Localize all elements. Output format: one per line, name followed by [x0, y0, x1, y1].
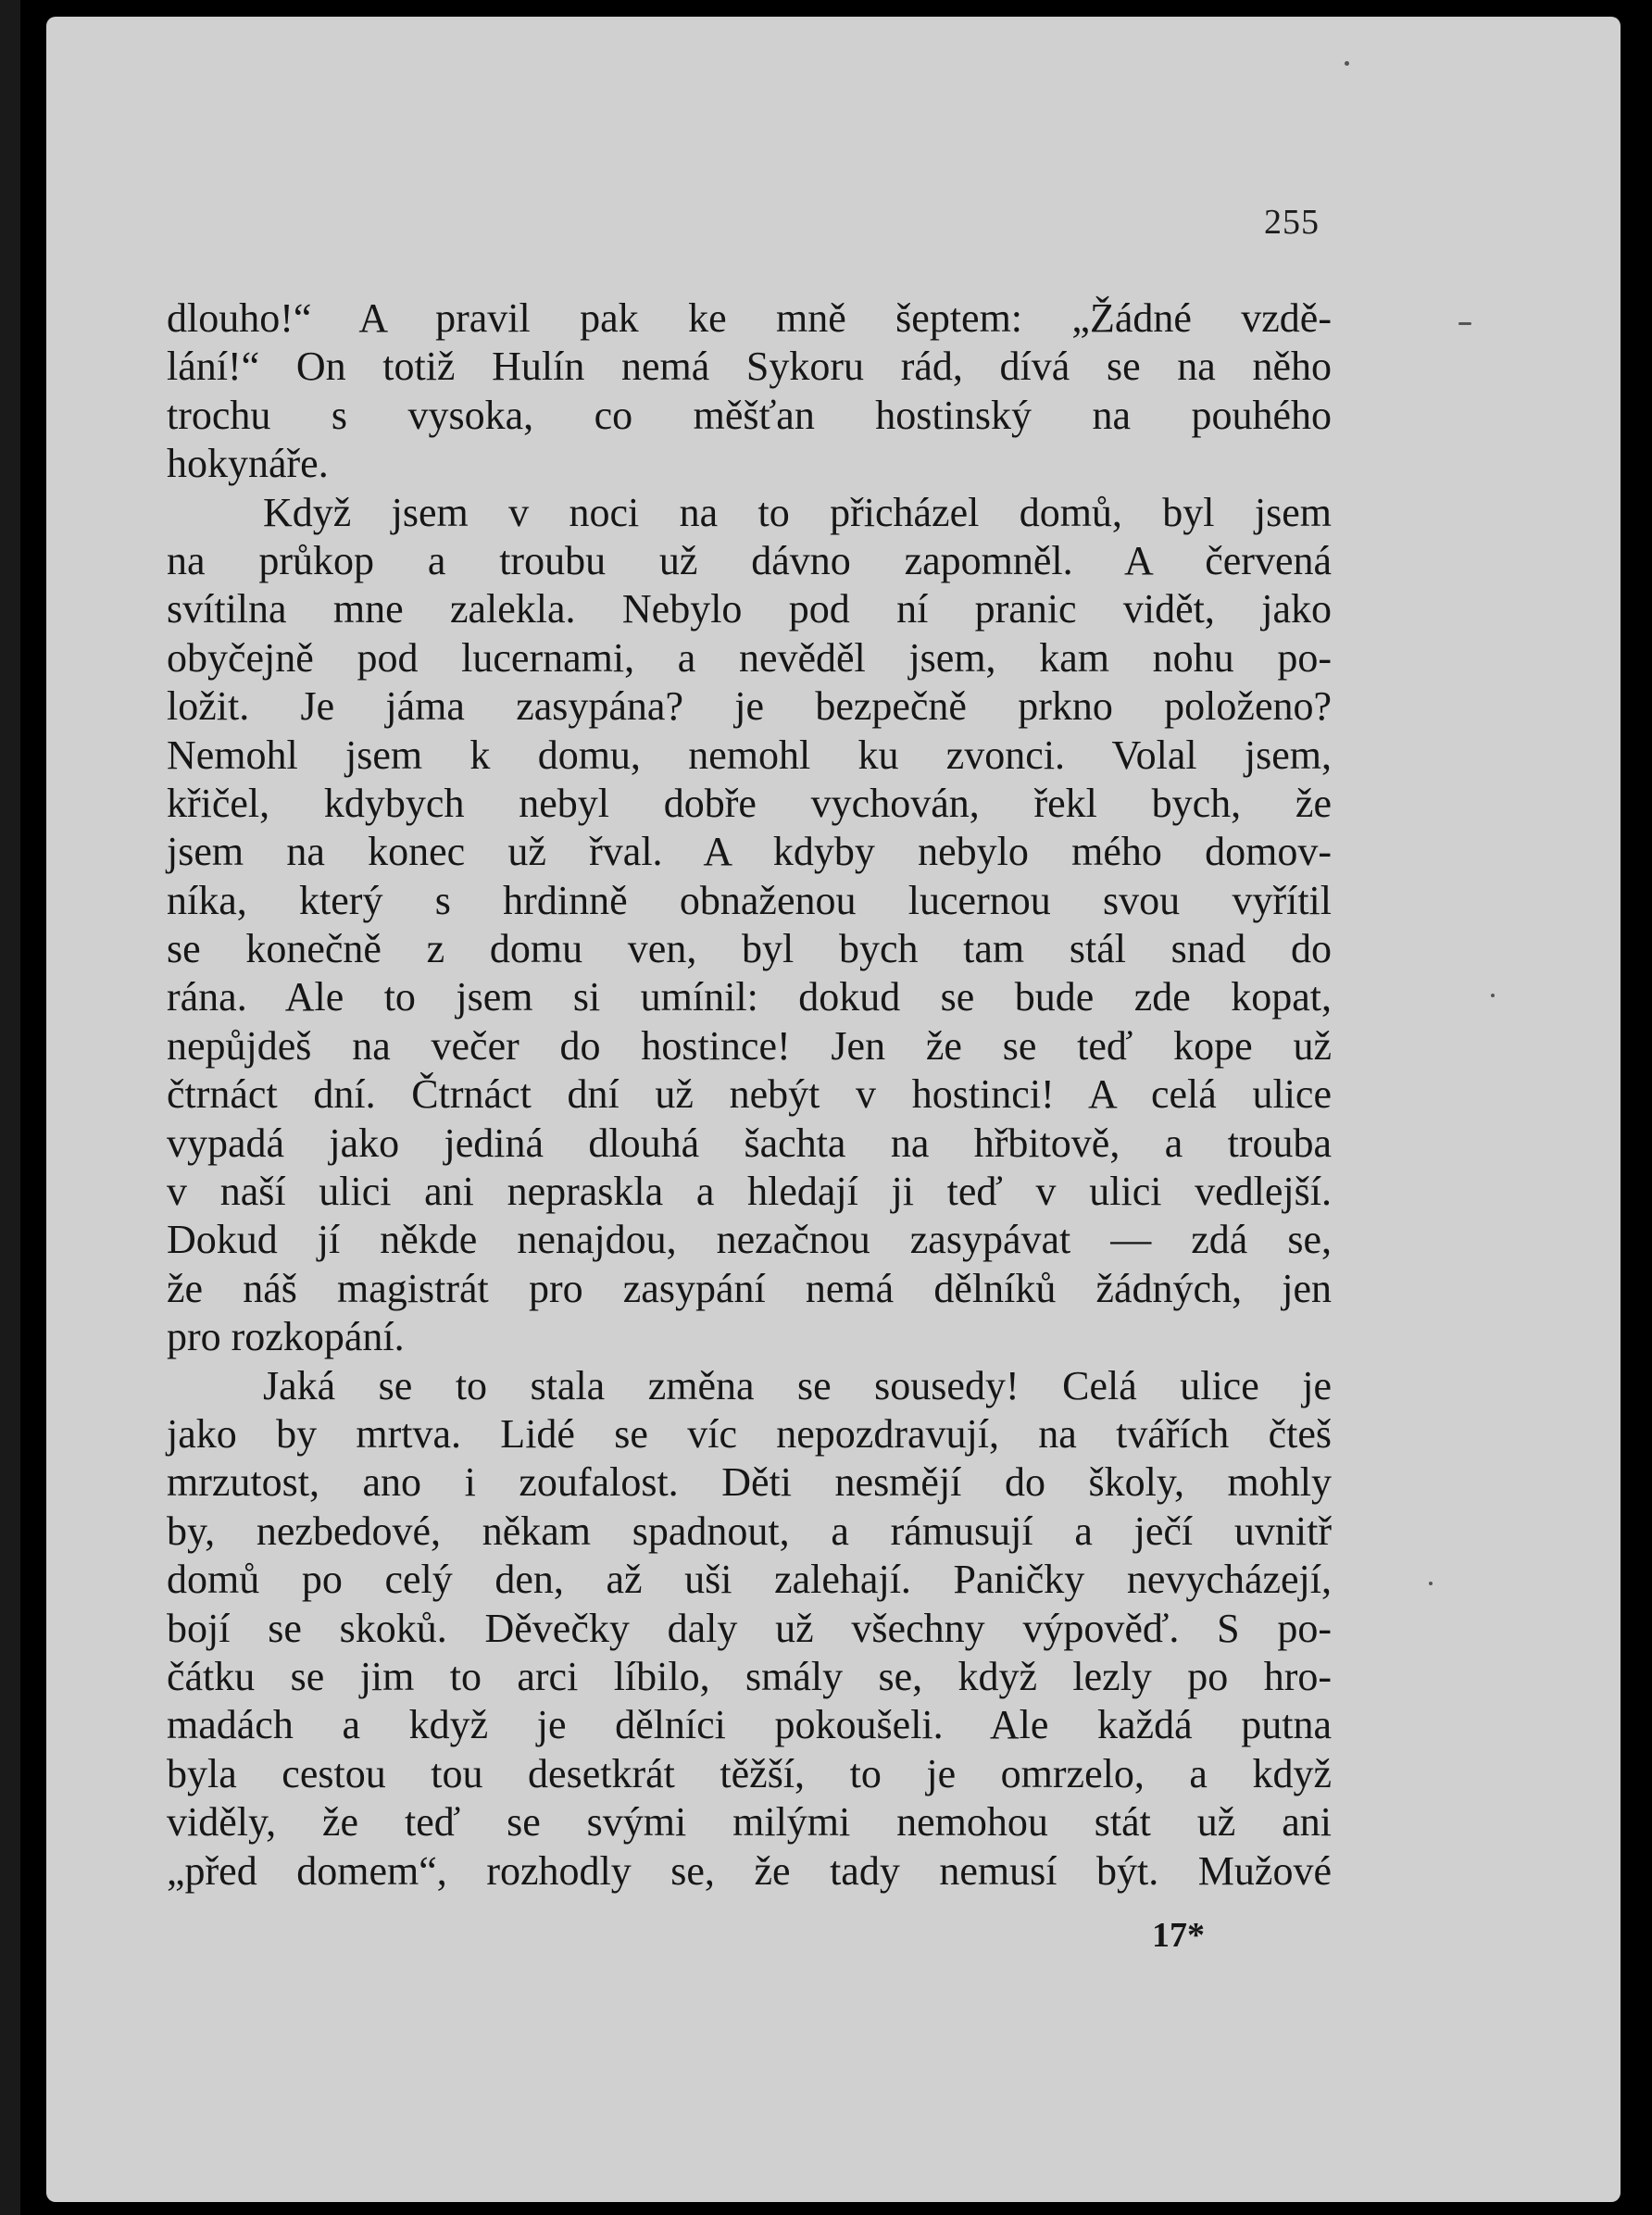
text-line: se konečně z domu ven, byl bych tam stál snad do — [167, 926, 1332, 972]
text-line: čátku se jim to arci líbilo, smály se, když lezly po hro- — [167, 1653, 1332, 1699]
text-line: bojí se skoků. Děvečky daly už všechny výpověď. S po- — [167, 1605, 1332, 1651]
dust-speck — [1429, 1582, 1433, 1585]
text-line: dlouho!“ A pravil pak ke mně šeptem: „Žádné vzdě- — [167, 295, 1332, 341]
text-line: Jaká se to stala změna se sousedy! Celá ulice je — [263, 1362, 1332, 1408]
body-text — [167, 294, 1332, 1896]
text-line: trochu s vysoka, co měšťan hostinský na pouhého — [167, 392, 1332, 438]
text-line: Nemohl jsem k domu, nemohl ku zvonci. Volal jsem, — [167, 732, 1332, 778]
text-line: by, nezbedové, někam spadnout, a rámusují a ječí uvnitř — [167, 1508, 1332, 1554]
text-line: byla cestou tou desetkrát těžší, to je omrzelo, a když — [167, 1750, 1332, 1796]
dust-speck — [1491, 994, 1495, 997]
text-line: madách a když je dělníci pokoušeli. Ale každá putna — [167, 1702, 1332, 1748]
text-line: že náš magistrát pro zasypání nemá dělníků žádných, jen — [167, 1265, 1332, 1311]
text-line: jako by mrtva. Lidé se víc nepozdravují, na tvářích čteš — [167, 1410, 1332, 1457]
text-line: hokynáře. — [167, 441, 329, 487]
text-line: domů po celý den, až uši zalehají. Paničky nevycházejí, — [167, 1557, 1332, 1603]
text-line: vypadá jako jediná dlouhá šachta na hřbitově, a trouba — [167, 1120, 1332, 1166]
text-line: Dokud jí někde nenajdou, nezačnou zasypávat — zdá se, — [167, 1217, 1332, 1263]
dust-speck — [1345, 61, 1349, 66]
text-line: svítilna mne zalekla. Nebylo pod ní pranic vidět, jako — [167, 586, 1332, 632]
text-line: obyčejně pod lucernami, a nevěděl jsem, kam nohu po- — [167, 634, 1332, 681]
printer-signature: 17* — [1152, 1916, 1205, 1955]
left-page-edge — [0, 0, 20, 2215]
dust-speck — [1458, 322, 1471, 325]
text-line: mrzutost, ano i zoufalost. Děti nesmějí do školy, mohly — [167, 1459, 1332, 1506]
text-line: jsem na konec už řval. A kdyby nebylo mého domov- — [167, 829, 1332, 875]
text-line: nepůjdeš na večer do hostince! Jen že se teď kope už — [167, 1022, 1332, 1069]
text-line: v naší ulici ani nepraskla a hledají ji teď v ulici vedlejší. — [167, 1169, 1332, 1215]
text-line: lání!“ On totiž Hulín nemá Sykoru rád, dívá se na něho — [167, 344, 1332, 390]
text-line: čtrnáct dní. Čtrnáct dní už nebýt v hostinci! A celá ulice — [167, 1071, 1332, 1118]
text-line: níka, který s hrdinně obnaženou lucernou svou vyřítil — [167, 877, 1332, 923]
text-line: „před domem“, rozhodly se, že tady nemusí být. Mužové — [167, 1847, 1332, 1894]
text-line: ložit. Je jáma zasypána? je bezpečně prkno položeno? — [167, 683, 1332, 730]
text-line: viděly, že teď se svými milými nemohou stát už ani — [167, 1799, 1332, 1846]
text-line: pro rozkopání. — [167, 1314, 405, 1360]
text-line: Když jsem v noci na to přicházel domů, byl jsem — [263, 489, 1332, 535]
text-line: rána. Ale to jsem si umínil: dokud se bude zde kopat, — [167, 974, 1332, 1020]
text-line: na průkop a troubu už dávno zapomněl. A červená — [167, 537, 1332, 583]
text-line: křičel, kdybych nebyl dobře vychován, řekl bych, že — [167, 780, 1332, 826]
page-number: 255 — [1264, 203, 1320, 242]
